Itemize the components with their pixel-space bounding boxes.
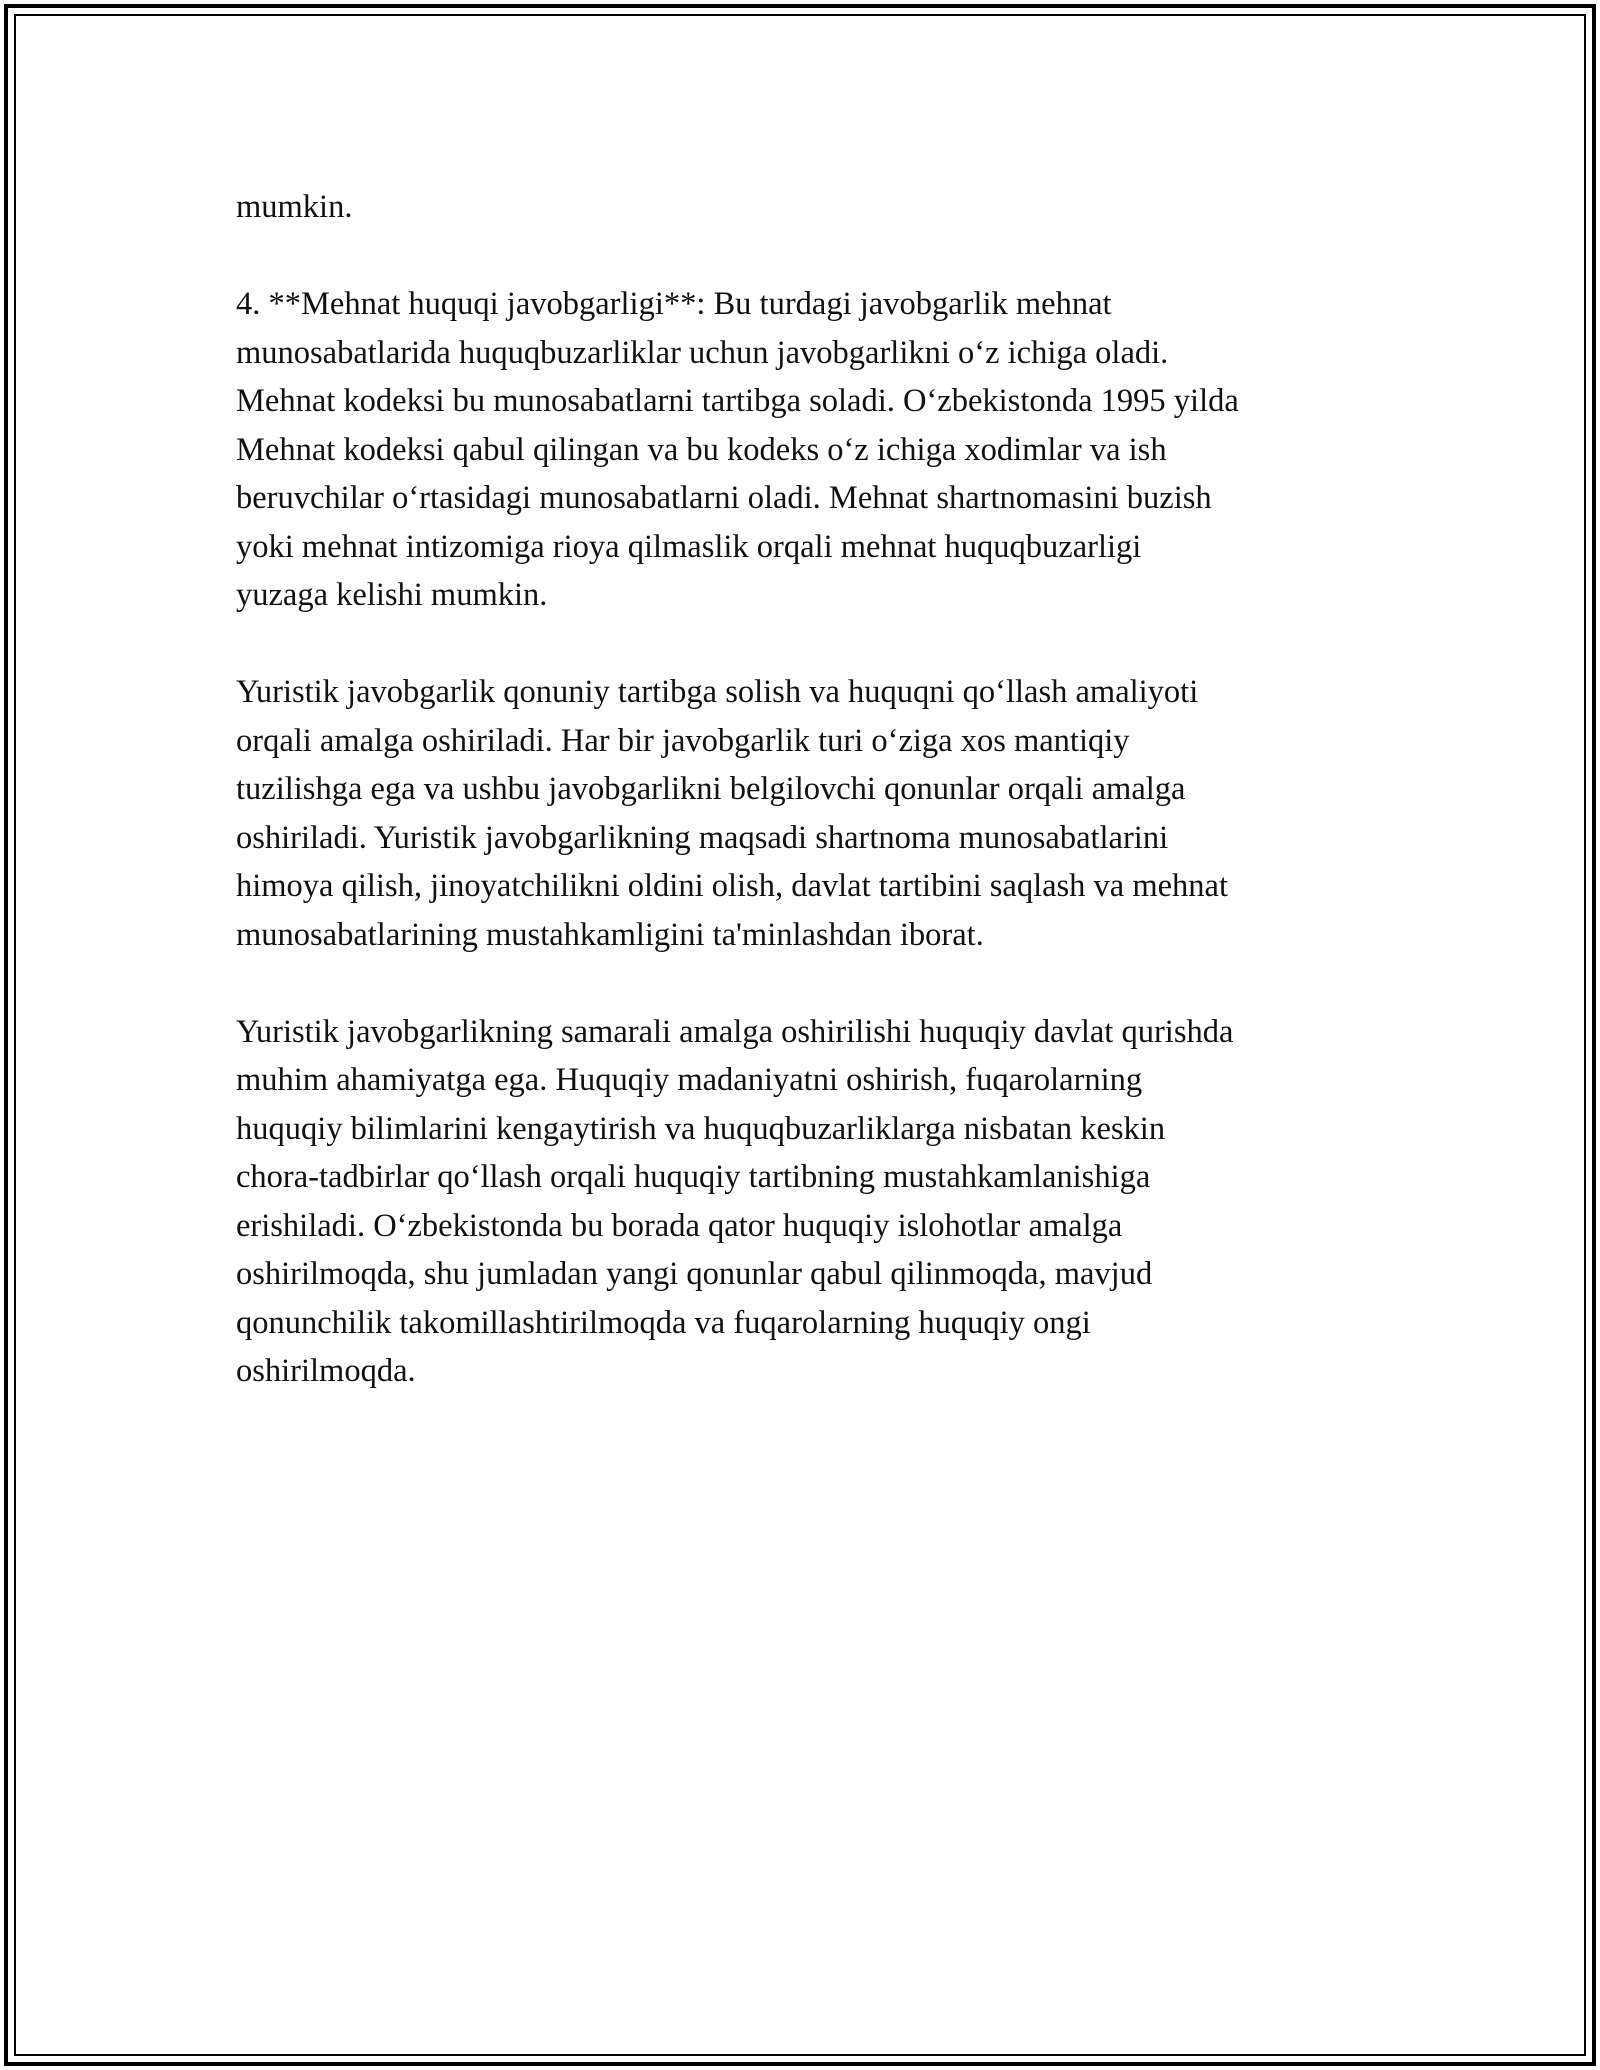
- paragraph-continuation: mumkin.: [236, 189, 353, 225]
- paragraph-labor-law-liability: 4. **Mehnat huquqi javobgarligi**: Bu turdagi javobgarlik mehnat munosabatlarida huquqbuzarliklar uchun javobgarlikni o‘z ichiga oladi. Mehnat kodeksi bu munosabatlarni tartibga soladi. O‘zbekistonda 1995 yilda Mehnat kodeksi qabul qilingan va bu kodeks o‘z ichiga xodimlar va ish beruvchilar o‘rtasidagi munosabatlarni oladi. Mehnat shartnomasini buzish yoki mehnat intizomiga rioya qilmaslik orqali mehnat huquqbuzarligi yuzaga kelishi mumkin.: [236, 286, 1239, 613]
- document-body: [236, 183, 1386, 1444]
- paragraph-legal-liability-effectiveness: Yuristik javobgarlikning samarali amalga oshirilishi huquqiy davlat qurishda muhim ahamiyatga ega. Huquqiy madaniyatni oshirish, fuqarolarning huquqiy bilimlarini kengaytirish va huquqbuzarliklarga nisbatan keskin chora-tadbirlar qo‘llash orqali huquqiy tartibning mustahkamlanishiga erishiladi. O‘zbekistonda bu borada qator huquqiy islohotlar amalga oshirilmoqda, shu jumladan yangi qonunlar qabul qilinmoqda, mavjud qonunchilik takomillashtirilmoqda va fuqarolarning huquqiy ongi oshirilmoqda.: [236, 1013, 1234, 1389]
- paragraph-legal-liability-implementation: Yuristik javobgarlik qonuniy tartibga solish va huquqni qo‘llash amaliyoti orqali amalga oshiriladi. Har bir javobgarlik turi o‘ziga xos mantiqiy tuzilishga ega va ushbu javobgarlikni belgilovchi qonunlar orqali amalga oshiriladi. Yuristik javobgarlikning maqsadi shartnoma munosabatlarini himoya qilish, jinoyatchilikni oldini olish, davlat tartibini saqlash va mehnat munosabatlarining mustahkamligini ta'minlashdan iborat.: [236, 674, 1229, 953]
